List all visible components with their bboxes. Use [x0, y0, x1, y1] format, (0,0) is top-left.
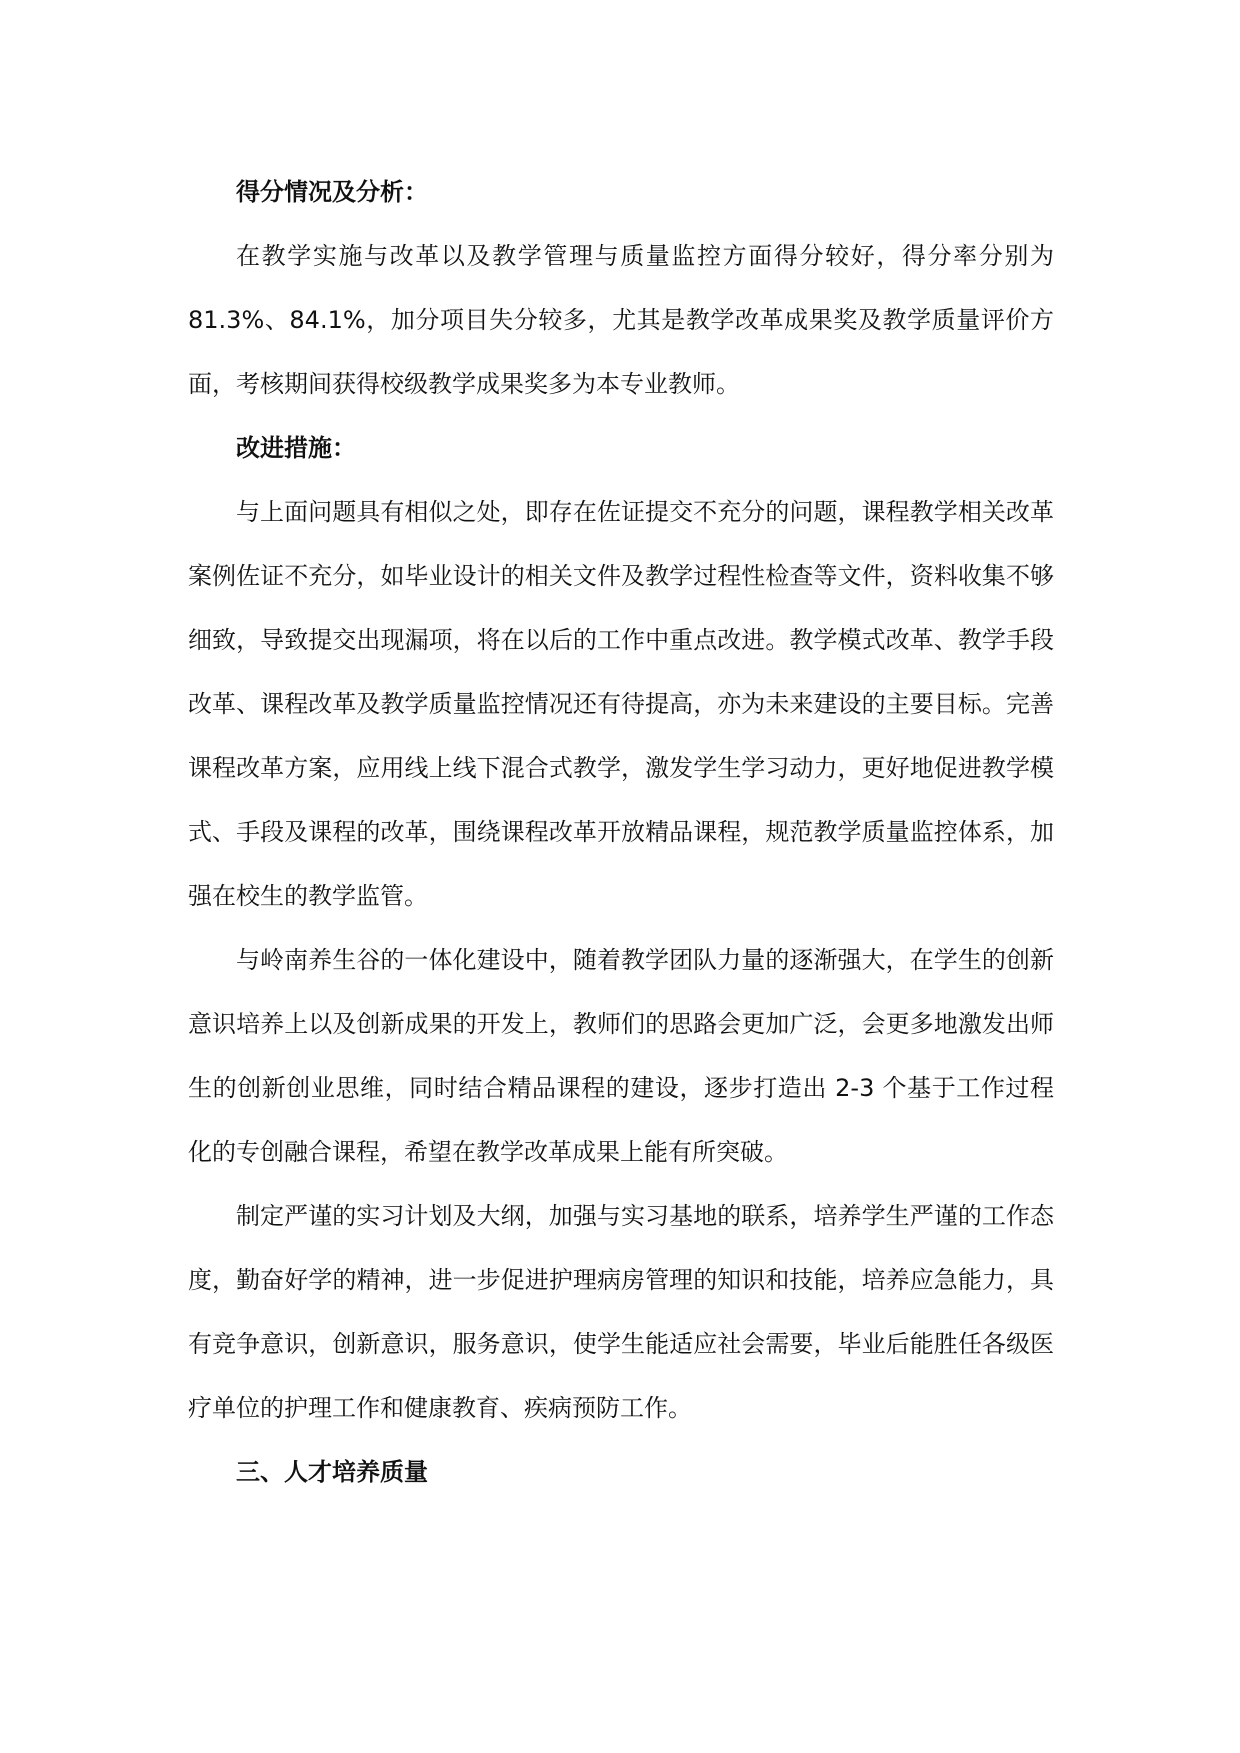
- paragraph-improvement-1: 与上面问题具有相似之处，即存在佐证提交不充分的问题，课程教学相关改革案例佐证不充分，如毕业设计的相关文件及教学过程性检查等文件，资料收集不够细致，导致提交出现漏项，将在以后的工作中重点改进。教学模式改革、教学手段改革、课程改革及教学质量监控情况还有待提高，亦为未来建设的主要目标。完善课程改革方案，应用线上线下混合式教学，激发学生学习动力，更好地促进教学模式、手段及课程的改革，围绕课程改革开放精品课程，规范教学质量监控体系，加强在校生的教学监管。: [188, 498, 1054, 910]
- paragraph-improvement-2: 与岭南养生谷的一体化建设中，随着教学团队力量的逐渐强大，在学生的创新意识培养上以及创新成果的开发上，教师们的思路会更加广泛，会更多地激发出师生的创新创业思维，同时结合精品课程的建设，逐步打造出 2-3 个基于工作过程化的专创融合课程，希望在教学改革成果上能有所突破。: [188, 946, 1054, 1166]
- paragraph-improvement-3: 制定严谨的实习计划及大纲，加强与实习基地的联系，培养学生严谨的工作态度，勤奋好学的精神，进一步促进护理病房管理的知识和技能，培养应急能力，具有竞争意识，创新意识，服务意识，使学生能适应社会需要，毕业后能胜任各级医疗单位的护理工作和健康教育、疾病预防工作。: [188, 1202, 1054, 1422]
- paragraph-score: 在教学实施与改革以及教学管理与质量监控方面得分较好，得分率分别为 81.3%、84.1%，加分项目失分较多，尤其是教学改革成果奖及教学质量评价方面，考核期间获得校级教学成果奖多为本专业教师。: [188, 242, 1054, 398]
- document-body: [188, 160, 1054, 1504]
- heading-score-analysis: 得分情况及分析：: [236, 178, 428, 206]
- heading-improvement-measures: 改进措施：: [236, 434, 356, 462]
- section-heading-talent-quality: 三、人才培养质量: [236, 1458, 428, 1486]
